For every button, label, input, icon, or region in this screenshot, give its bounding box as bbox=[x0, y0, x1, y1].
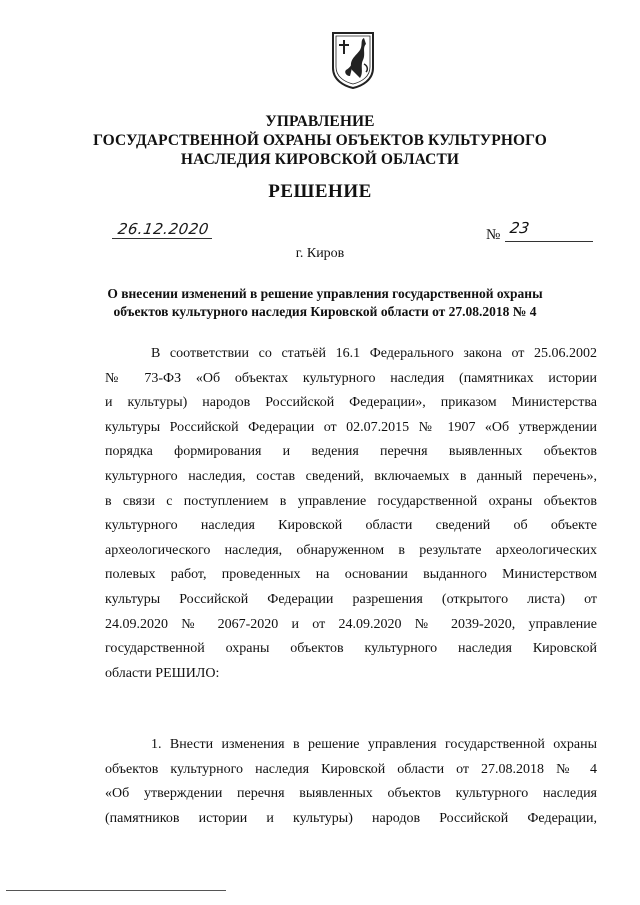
text-line: культурного наследия Кировской области сведений об объекте bbox=[105, 518, 597, 534]
number-underline bbox=[505, 241, 593, 242]
date-underline bbox=[112, 238, 212, 239]
text-line: «Об утверждении перечня выявленных объектов культурного наследия bbox=[105, 786, 597, 802]
handwritten-number: 23 bbox=[508, 219, 531, 237]
subject-heading bbox=[90, 285, 560, 321]
document-type-title: РЕШЕНИЕ bbox=[268, 181, 372, 202]
city: г. Киров bbox=[295, 246, 345, 261]
text-line: и культуры) народов Российской Федерации», приказом Министерства bbox=[105, 395, 597, 411]
subject-line: О внесении изменений в решение управления государственной охраны bbox=[107, 286, 543, 301]
agency-name bbox=[60, 112, 580, 169]
text-line: В соответствии со статьёй 16.1 Федерального закона от 25.06.2002 bbox=[151, 346, 597, 361]
footnote-separator bbox=[6, 890, 226, 891]
text-line: полевых работ, проведенных на основании выданного Министерством bbox=[105, 567, 597, 583]
agency-line: УПРАВЛЕНИЕ bbox=[265, 113, 375, 130]
number-label: № bbox=[486, 227, 501, 243]
preamble-paragraph bbox=[105, 342, 597, 686]
text-line: культуры Российской Федерации разрешения (открытого листа) от bbox=[105, 591, 597, 607]
text-line: 1. Внести изменения в решение управления государственной охраны bbox=[151, 737, 597, 752]
text-line: культурного наследия, состав сведений, включаемых в данный перечень», bbox=[105, 468, 597, 484]
decision-item-1 bbox=[105, 733, 597, 831]
subject-line: объектов культурного наследия Кировской области от 27.08.2018 № 4 bbox=[113, 304, 537, 319]
text-line: объектов культурного наследия Кировской области от 27.08.2018 № 4 bbox=[105, 761, 597, 777]
text-line: в связи с поступлением в управление государственной охраны объектов bbox=[105, 493, 597, 509]
text-line: государственной охраны объектов культурного наследия Кировской bbox=[105, 641, 597, 657]
handwritten-date: 26.12.2020 bbox=[116, 220, 211, 238]
text-line: порядка формирования и ведения перечня выявленных объектов bbox=[105, 444, 597, 460]
agency-line: НАСЛЕДИЯ КИРОВСКОЙ ОБЛАСТИ bbox=[180, 151, 460, 168]
text-line: (памятников истории и культуры) народов Российской Федерации, bbox=[105, 810, 597, 826]
coat-of-arms-icon bbox=[330, 30, 376, 90]
agency-line: ГОСУДАРСТВЕННОЙ ОХРАНЫ ОБЪЕКТОВ КУЛЬТУРНОГО bbox=[93, 132, 547, 149]
text-line: области РЕШИЛО: bbox=[105, 665, 220, 681]
text-line: культуры Российской Федерации от 02.07.2015 № 1907 «Об утверждении bbox=[105, 419, 597, 435]
text-line: 24.09.2020 № 2067-2020 и от 24.09.2020 № 2039-2020, управление bbox=[105, 616, 597, 632]
text-line: № 73-ФЗ «Об объектах культурного наследия (памятниках истории bbox=[105, 370, 597, 386]
text-line: археологического наследия, обнаруженном в результате археологических bbox=[105, 542, 597, 558]
